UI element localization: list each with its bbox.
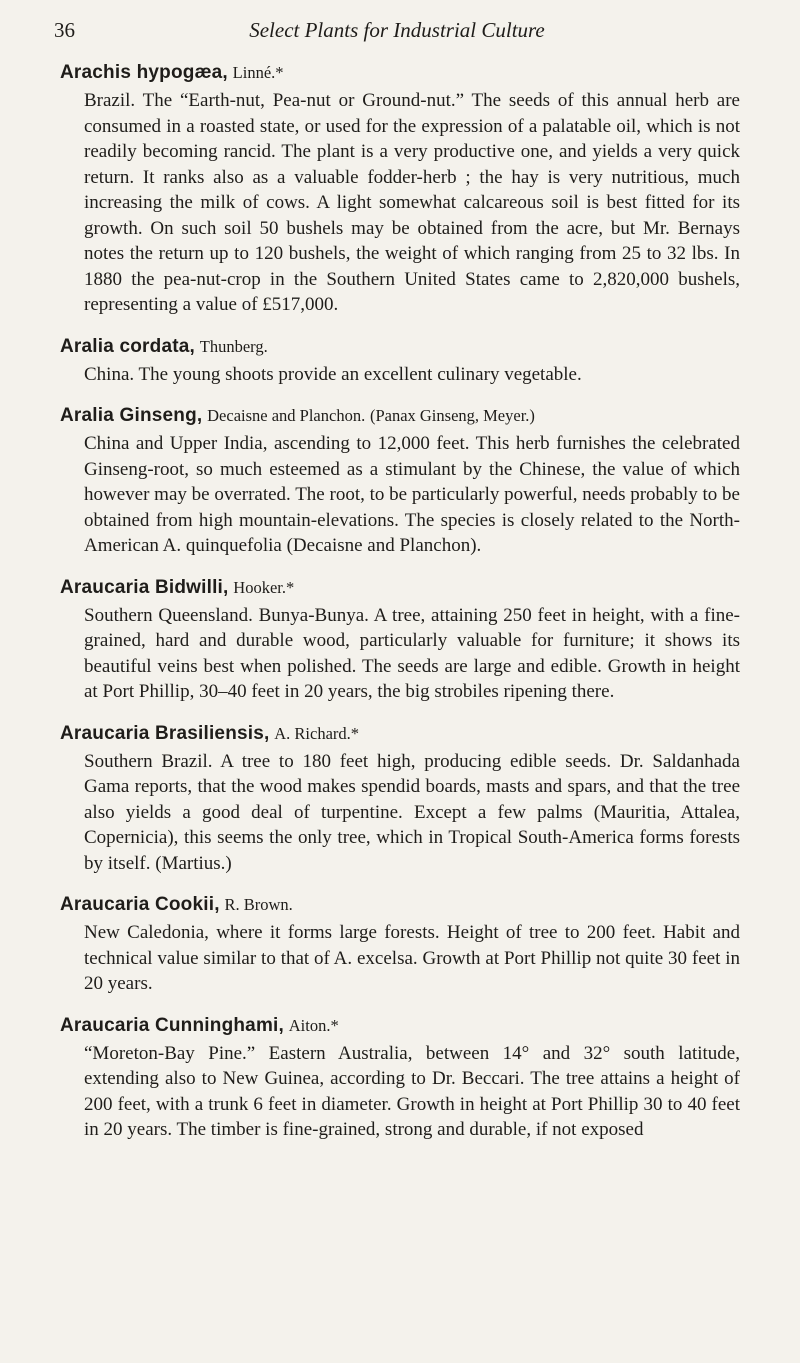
species-name: Aralia cordata,	[60, 335, 195, 357]
entry-heading	[60, 890, 740, 920]
entry-description: China. The young shoots provide an excellent culinary vegetable.	[84, 363, 582, 385]
entry-description: New Caledonia, where it forms large forests. Height of tree to 200 feet. Habit and technical value similar to that of A. excelsa. Growth at Port Phillip not quite 30 feet in 20 years.	[84, 922, 740, 994]
species-authority: A. Richard.*	[274, 723, 360, 743]
species-authority: Linné.*	[232, 63, 284, 82]
entry-heading	[60, 58, 740, 88]
species-name: Aralia Ginseng,	[60, 405, 203, 426]
synonym-note: (Panax Ginseng, Meyer.)	[369, 406, 535, 425]
entry-heading	[60, 1011, 740, 1041]
species-authority: Aiton.*	[288, 1015, 339, 1035]
entry-arachis-hypogaea	[60, 58, 740, 318]
entry-description: China and Upper India, ascending to 12,000 feet. This herb furnishes the celebrated Ginseng-root, so much esteemed as a stimulant by the Chinese, the value of which however may be overrated. The root, to be particularly powerful, needs probably to be obtained from high mountain-elevations. The species is closely related to the North-American A. quinquefolia (Decaisne and Planchon).	[84, 433, 740, 556]
entry-description: Southern Brazil. A tree to 180 feet high, producing edible seeds. Dr. Saldanhada Gama reports, that the wood makes spendid boards, masts and spars, and that the tree also yields a good deal of turpentine. Except a few palms (Mauritia, Attalea, Copernicia), this seems the only tree, which in Tropical South-America forms forests by itself. (Martius.)	[84, 750, 740, 874]
species-name: Araucaria Cookii,	[60, 894, 220, 915]
species-name: Araucaria Bidwilli,	[60, 576, 229, 598]
running-head	[54, 14, 740, 58]
entry-list	[60, 58, 740, 1143]
entry-description: Brazil. The “Earth-nut, Pea-nut or Ground-nut.” The seeds of this annual herb are consumed in a roasted state, or used for the expression of a palatable oil, which is not readily becoming rancid. The plant is a very productive one, and yields a very quick return. It ranks also as a valuable fodder-herb ; the hay is very nutritious, much increasing the milk of cows. A light somewhat calcareous soil is best fitted for its growth. On such soil 50 bushels may be obtained from the acre, but Mr. Bernays notes the return up to 120 bushels, the weight of which ranging from 25 to 32 lbs. In 1880 the pea-nut-crop in the Southern United States came to 2,820,000 bushels, representing a value of £517,000.	[84, 90, 740, 315]
entry-aralia-ginseng	[60, 401, 740, 559]
species-authority: Decaisne and Planchon.	[207, 406, 366, 425]
entry-araucaria-cunninghami	[60, 1011, 740, 1143]
page-number: 36	[54, 18, 75, 42]
species-name: Arachis hypogæa,	[60, 62, 228, 83]
entry-heading	[60, 573, 740, 603]
species-authority: Hooker.*	[233, 577, 295, 597]
entry-heading	[60, 719, 740, 749]
species-authority: R. Brown.	[224, 895, 293, 914]
species-authority: Thunberg.	[199, 336, 268, 356]
running-title: Select Plants for Industrial Culture	[249, 18, 545, 42]
species-name: Araucaria Brasiliensis,	[60, 722, 270, 744]
entry-aralia-cordata	[60, 332, 740, 388]
entry-heading	[60, 401, 740, 431]
entry-description: Southern Queensland. Bunya-Bunya. A tree, attaining 250 feet in height, with a fine-grained, hard and durable wood, particularly valuable for furniture; it shows its beautiful veins best when polished. The seeds are large and edible. Growth in height at Port Phillip, 30–40 feet in 20 years, the big strobiles ripening there.	[84, 604, 740, 702]
entry-description: “Moreton-Bay Pine.” Eastern Australia, between 14° and 32° south latitude, extending also to New Guinea, according to Dr. Beccari. The tree attains a height of 200 feet, with a trunk 6 feet in diameter. Growth in height at Port Phillip 30 to 40 feet in 20 years. The timber is fine-grained, strong and durable, if not exposed	[84, 1042, 740, 1140]
entry-araucaria-bidwilli	[60, 573, 740, 705]
species-name: Araucaria Cunninghami,	[60, 1014, 284, 1036]
entry-araucaria-brasiliensis	[60, 719, 740, 877]
entry-araucaria-cookii	[60, 890, 740, 997]
entry-heading	[60, 332, 740, 362]
